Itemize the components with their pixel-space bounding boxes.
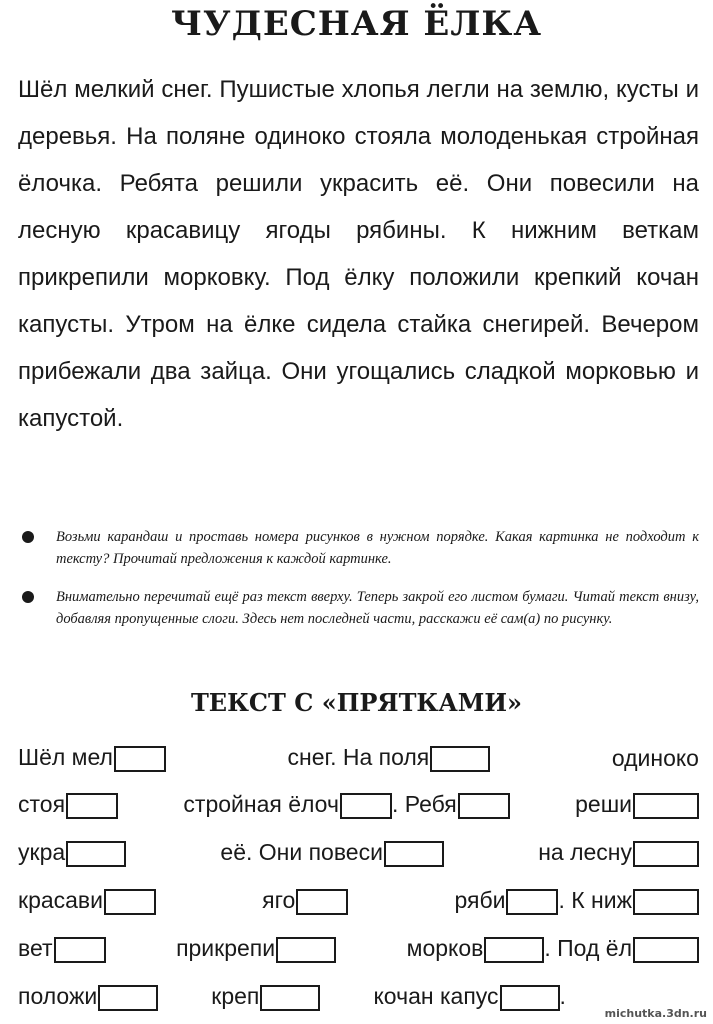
exercise-line-3 [18,835,699,871]
word-fragment: реши [575,791,632,818]
watermark: michutka.3dn.ru [604,1007,707,1020]
blank-box[interactable] [66,793,118,819]
word-fragment: вет [18,935,53,962]
blank-box[interactable] [340,793,392,819]
word-fragment: укра [18,839,66,866]
word-fragment: прикрепи [176,935,276,962]
exercise-line-5 [18,931,699,967]
word-fragment: на лесну [538,839,632,866]
exercise-title: ТЕКСТ С «ПРЯТКАМИ» [190,688,523,717]
word-fragment: . К ниж [558,887,632,914]
exercise-line-4 [18,883,699,919]
bullet-icon [22,531,34,543]
blank-box[interactable] [260,985,320,1011]
blank-box[interactable] [633,841,699,867]
blank-box[interactable] [458,793,510,819]
blank-box[interactable] [633,793,699,819]
blank-box[interactable] [384,841,444,867]
blank-box[interactable] [430,746,490,772]
story-paragraph: Шёл мелкий снег. Пушистые хлопья легли на землю, кусты и деревья. На поляне одиноко стояла молоденькая стройная ёлочка. Ребята решили украсить её. Они повесили на лесную красавицу ягоды рябины. К нижним веткам прикрепили морковку. Под ёлку положили крепкий кочан капусты. Утром на ёлке сидела стайка снегирей. Вечером прибежали два зайца. Они угощались сладкой морковью и капустой. [18,76,699,432]
word-fragment: стоя [18,791,66,818]
story-text [18,66,699,442]
word-fragment: морков [406,935,484,962]
word-fragment: ряби [454,887,506,914]
word-fragment: стройная ёлоч [183,791,339,818]
blank-box[interactable] [484,937,544,963]
exercise-line-2 [18,787,699,823]
word-fragment: . [559,983,566,1010]
instruction-2 [22,586,699,630]
word-fragment: кочан капус [373,983,499,1010]
word-fragment: красави [18,887,104,914]
word-fragment: яго [262,887,296,914]
instruction-text: Внимательно перечитай ещё раз текст вверху. Теперь закрой его листом бумаги. Читай текст внизу, добавляя пропущенные слоги. Здесь нет последней части, расскажи её сам(а) по рисунку. [56,589,699,627]
blank-box[interactable] [98,985,158,1011]
word-fragment: положи [18,983,98,1010]
word-fragment: . Ребя [391,791,457,818]
blank-box[interactable] [276,937,336,963]
word-fragment: снег. На поля [287,744,430,771]
blank-box[interactable] [104,889,156,915]
instruction-text: Возьми карандаш и проставь номера рисунков в нужном порядке. Какая картинка не подходит к тексту? Прочитай предложения к каждой картинке. [56,529,699,567]
blank-box[interactable] [296,889,348,915]
word-fragment: . Под ёл [544,935,632,962]
blank-box[interactable] [114,746,166,772]
bullet-icon [22,591,34,603]
blank-box[interactable] [66,841,126,867]
blank-box[interactable] [500,985,560,1011]
page-title: ЧУДЕСНАЯ ЁЛКА [170,4,543,44]
exercise-line-6 [18,979,699,1015]
exercise-line-1 [18,740,699,776]
word-fragment: её. Они повеси [220,839,383,866]
blank-box[interactable] [633,889,699,915]
blank-box[interactable] [506,889,558,915]
word-fragment: одиноко [611,744,699,771]
blank-box[interactable] [633,937,699,963]
instruction-1 [22,526,699,570]
word-fragment: креп [211,983,260,1010]
blank-box[interactable] [54,937,106,963]
word-fragment: Шёл мел [18,744,113,771]
